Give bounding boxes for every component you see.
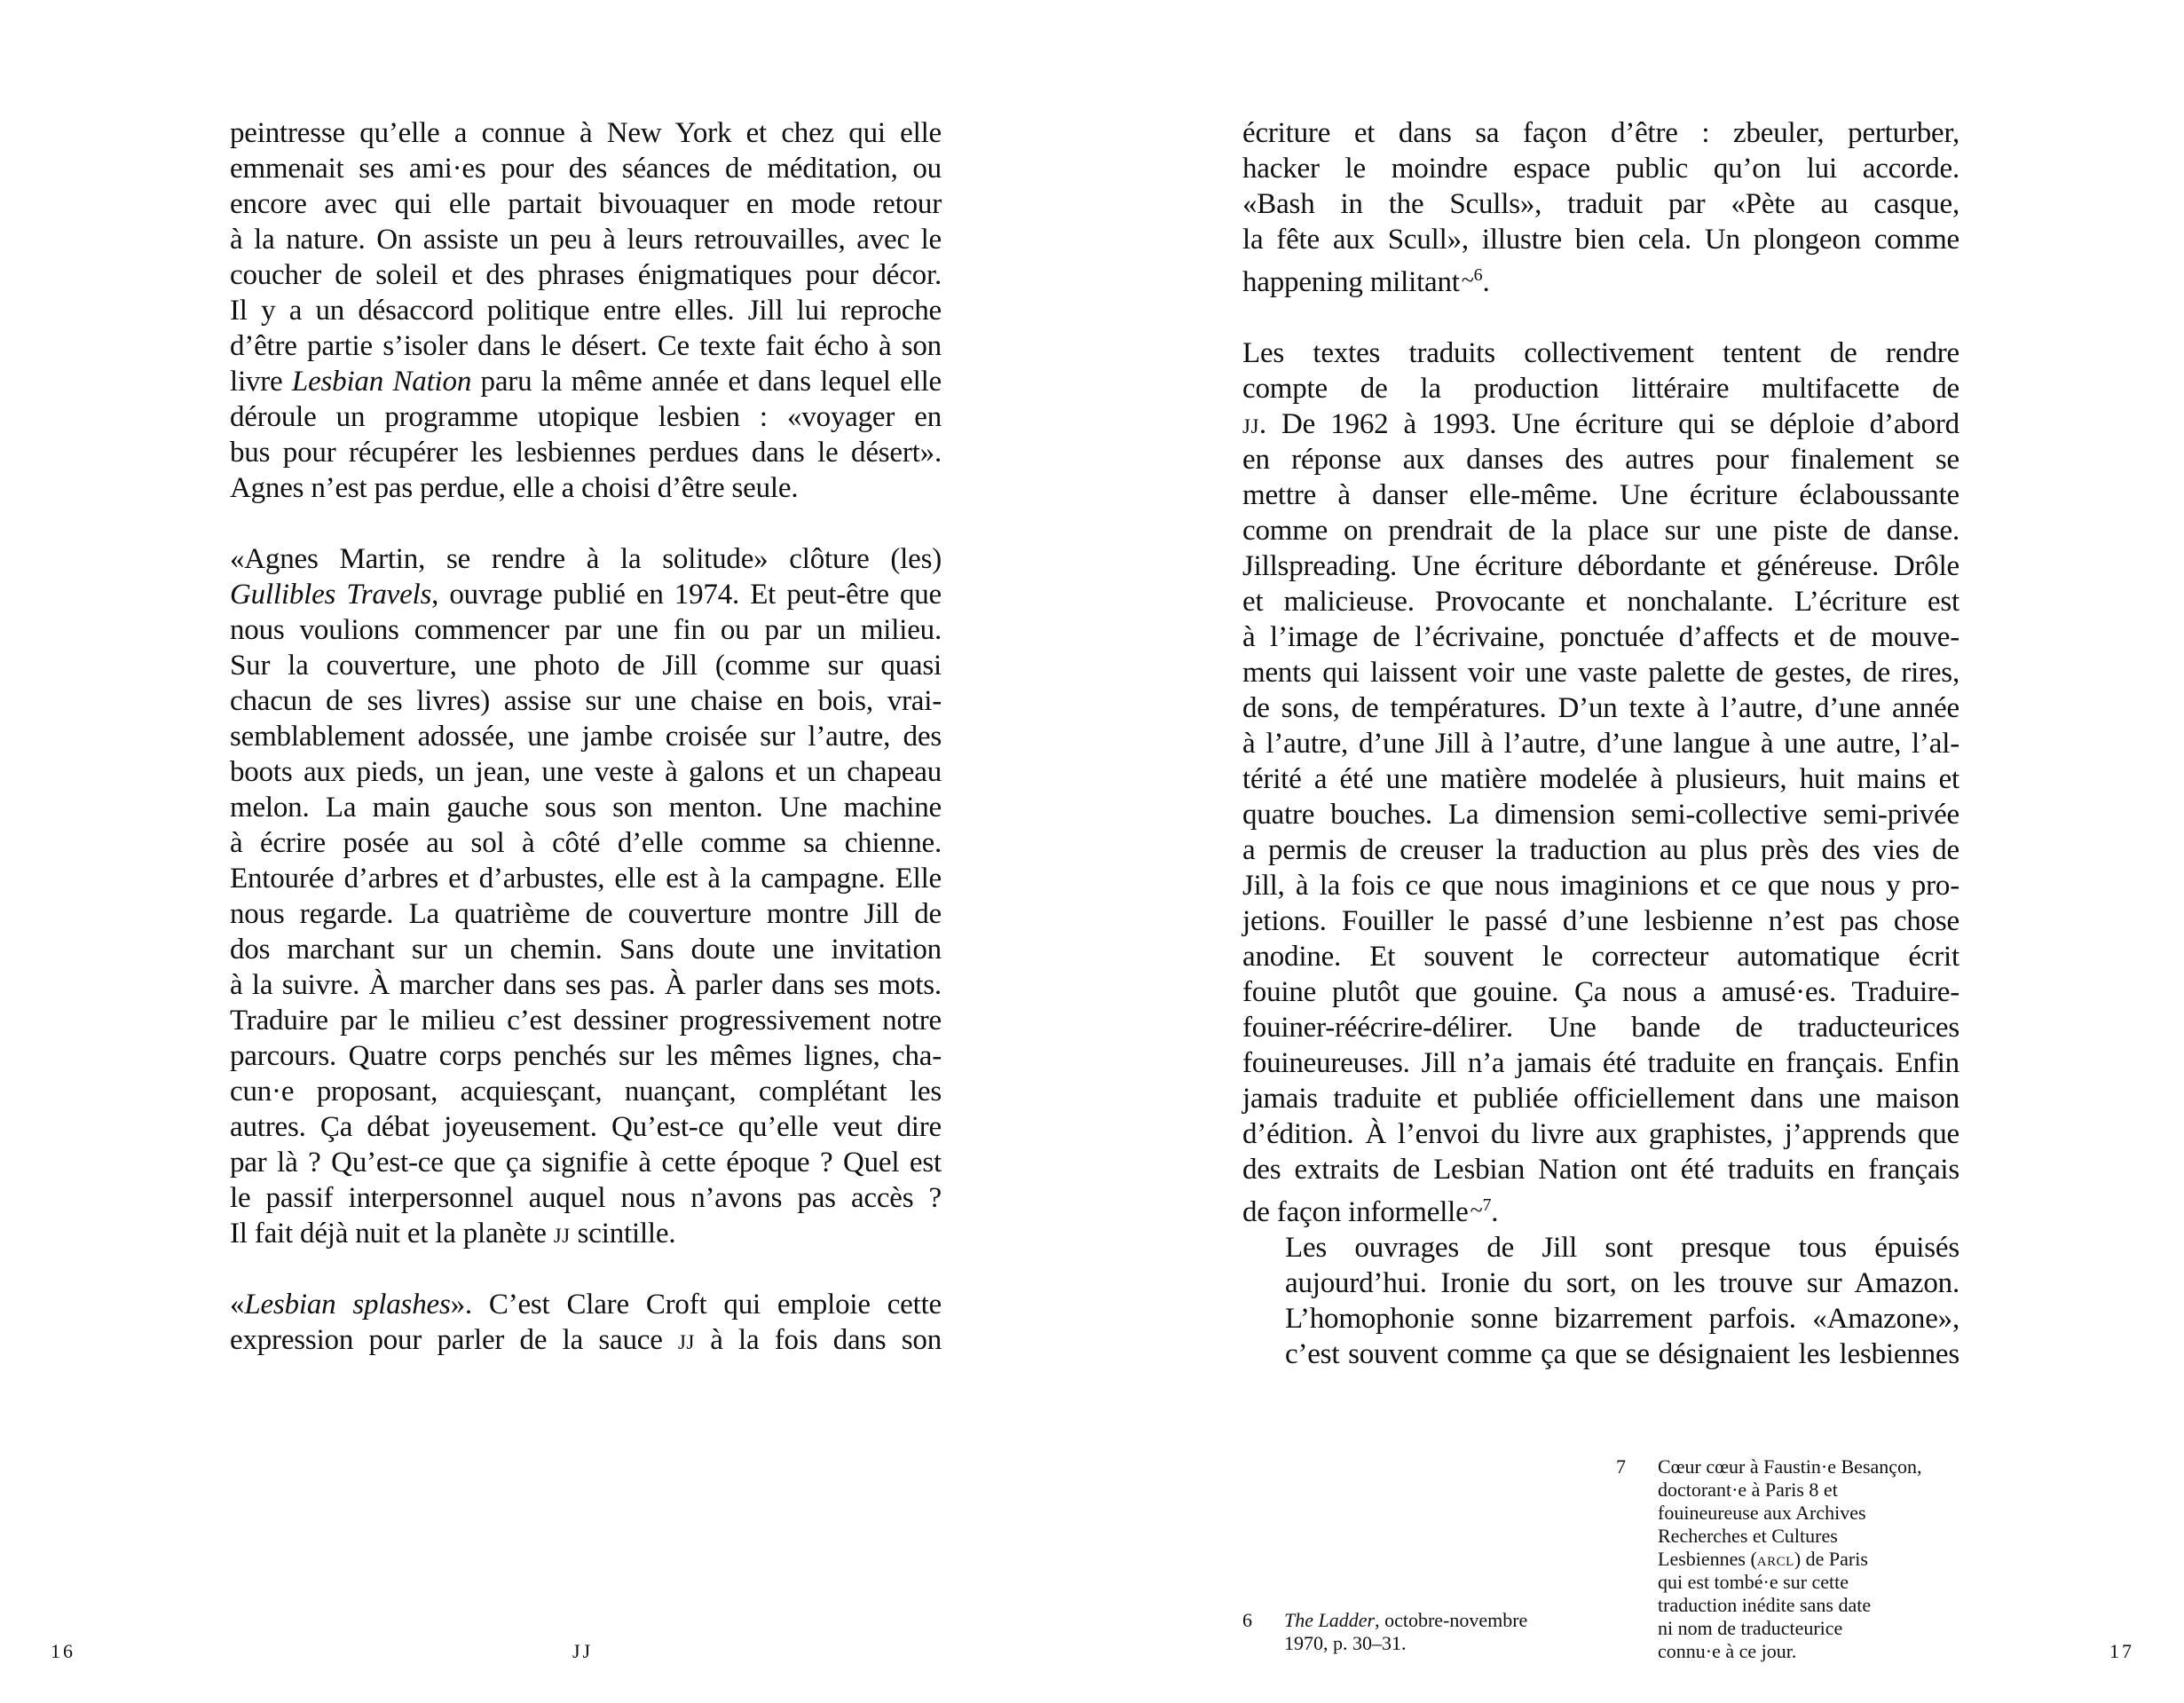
paragraph bbox=[1242, 115, 1959, 300]
text-line: peintresse qu’elle a connue à New York et chez qui elle bbox=[230, 117, 942, 149]
text-run: paru la même année et dans lequel elle bbox=[471, 366, 942, 398]
right-page bbox=[1092, 0, 2184, 1703]
text-line: aujourd’hui. Ironie du sort, on les trouve sur Amazon. bbox=[1285, 1267, 1959, 1299]
footnote-line bbox=[1284, 1609, 1527, 1632]
text-line bbox=[230, 577, 942, 612]
text-line bbox=[1242, 257, 1959, 300]
footnote-line: qui est tombé·e sur cette bbox=[1658, 1571, 1849, 1593]
text-line: nous regarde. La quatrième de couverture montre Jill de bbox=[230, 898, 942, 930]
text-line: écriture et dans sa façon d’être : zbeuler, perturber, bbox=[1242, 117, 1959, 149]
right-text-column bbox=[1242, 115, 1959, 1372]
paragraph bbox=[1242, 335, 1959, 1230]
text-line: la fête aux Scull», illustre bien cela. Un plongeon comme bbox=[1242, 224, 1959, 256]
small-caps-run: jj bbox=[677, 1324, 695, 1356]
text-line: en réponse aux danses des autres pour finalement se bbox=[1242, 444, 1959, 476]
text-line: coucher de soleil et des phrases énigmatiques pour décor. bbox=[230, 259, 942, 291]
text-line: quatre bouches. La dimension semi-collective semi-privée bbox=[1242, 799, 1959, 831]
text-run: . bbox=[1491, 1196, 1499, 1228]
text-line: déroule un programme utopique lesbien : «voyager en bbox=[230, 401, 942, 433]
text-line: «Agnes Martin, se rendre à la solitude» clôture (les) bbox=[230, 543, 942, 575]
footnote-line: fouineureuse aux Archives bbox=[1658, 1502, 1866, 1524]
text-run: . De 1962 à 1993. Une écriture qui se déploie d’abord bbox=[1258, 408, 1959, 440]
text-run: . bbox=[1482, 266, 1490, 298]
text-run: livre bbox=[230, 366, 292, 398]
text-run: ) de Paris bbox=[1794, 1548, 1868, 1570]
footnote-reference-7[interactable]: 7 bbox=[1482, 1195, 1492, 1215]
running-head: JJ bbox=[572, 1640, 594, 1662]
text-line bbox=[230, 1216, 942, 1251]
text-line: jetions. Fouiller le passé d’une lesbienne n’est pas chose bbox=[1242, 905, 1959, 937]
text-line: «Bash in the Sculls», traduit par «Pète au casque, bbox=[1242, 188, 1959, 220]
text-line: par là ? Qu’est-ce que ça signifie à cette époque ? Quel est bbox=[230, 1147, 942, 1179]
footnote-line: Cœur cœur à Faustin·e Besançon, bbox=[1658, 1455, 1922, 1478]
text-line: mettre à danser elle-même. Une écriture éclaboussante bbox=[1242, 479, 1959, 511]
text-line: comme on prendrait de la place sur une piste de danse. bbox=[1242, 515, 1959, 547]
page-number-right: 17 bbox=[2109, 1640, 2134, 1662]
footnote-line: traduction inédite sans date bbox=[1658, 1594, 1872, 1616]
text-line: nous voulions commencer par une fin ou par un milieu. bbox=[230, 614, 942, 646]
footnote-line: 1970, p. 30–31. bbox=[1284, 1632, 1407, 1654]
text-line: dos marchant sur un chemin. Sans doute une invitation bbox=[230, 934, 942, 966]
text-run: à la fois dans son bbox=[694, 1324, 942, 1356]
text-run: , ouvrage publié en 1974. Et peut-être que bbox=[431, 579, 942, 611]
page-number-left: 16 bbox=[51, 1640, 75, 1662]
text-line: cun·e proposant, acquiesçant, nuançant, complétant les bbox=[230, 1076, 942, 1108]
footnote-text bbox=[1284, 1609, 1527, 1655]
text-line: et malicieuse. Provocante et nonchalante. L’écriture est bbox=[1242, 586, 1959, 618]
footnote-marker-icon: ~ bbox=[1461, 267, 1474, 293]
text-line: Entourée d’arbres et d’arbustes, elle est à la campagne. Elle bbox=[230, 863, 942, 895]
quoted-expression: Lesbian splashes bbox=[244, 1289, 451, 1321]
text-run: Il fait déjà nuit et la planète bbox=[230, 1218, 554, 1250]
text-line: hacker le moindre espace public qu’on lui accorde. bbox=[1242, 153, 1959, 185]
text-line: Les ouvrages de Jill sont presque tous épuisés bbox=[1285, 1232, 1959, 1264]
footnote-reference-6[interactable]: 6 bbox=[1473, 265, 1483, 285]
footnote-marker-icon: ~ bbox=[1470, 1197, 1483, 1223]
text-line: d’être partie s’isoler dans le désert. Ce texte fait écho à son bbox=[230, 330, 942, 362]
footnote-line bbox=[1658, 1548, 1922, 1571]
text-line: de sons, de températures. D’un texte à l’autre, d’une année bbox=[1242, 692, 1959, 724]
text-line bbox=[230, 1322, 942, 1358]
text-line: emmenait ses ami·es pour des séances de méditation, ou bbox=[230, 153, 942, 185]
footnote-line: doctorant·e à Paris 8 et bbox=[1658, 1478, 1838, 1501]
footnote-line: Recherches et Cultures bbox=[1658, 1525, 1838, 1547]
text-run: scintille. bbox=[570, 1218, 676, 1250]
text-line: des extraits de Lesbian Nation ont été traduits en français bbox=[1242, 1154, 1959, 1186]
text-line: Jill, à la fois ce que nous imaginions et ce que nous y pro- bbox=[1242, 870, 1959, 902]
text-line: compte de la production littéraire multifacette de bbox=[1242, 373, 1959, 405]
text-line: jamais traduite et publiée officiellement dans une maison bbox=[1242, 1083, 1959, 1115]
text-line: anodine. Et souvent le correcteur automatique écrit bbox=[1242, 941, 1959, 973]
paragraph bbox=[230, 115, 942, 506]
text-line: Agnes n’est pas perdue, elle a choisi d’être seule. bbox=[230, 472, 799, 504]
text-line: fouine plutôt que gouine. Ça nous a amusé·es. Traduire- bbox=[1242, 976, 1959, 1008]
paragraph bbox=[230, 1287, 942, 1358]
small-caps-run: arcl bbox=[1756, 1548, 1794, 1570]
small-caps-run: jj bbox=[1242, 408, 1259, 440]
text-line: le passif interpersonnel auquel nous n’avons pas accès ? bbox=[230, 1182, 942, 1214]
text-run: , octobre-novembre bbox=[1375, 1609, 1528, 1631]
text-line: Les textes traduits collectivement tentent de rendre bbox=[1242, 337, 1959, 369]
text-line: parcours. Quatre corps penchés sur les mêmes lignes, cha- bbox=[230, 1040, 942, 1072]
text-line: semblablement adossée, une jambe croisée sur l’autre, des bbox=[230, 721, 942, 753]
footnote-number: 7 bbox=[1616, 1455, 1626, 1478]
text-line: Sur la couverture, une photo de Jill (comme sur quasi bbox=[230, 650, 942, 682]
text-line: à la suivre. À marcher dans ses pas. À parler dans ses mots. bbox=[230, 969, 942, 1001]
text-line bbox=[230, 364, 942, 399]
text-run: expression pour parler de la sauce bbox=[230, 1324, 678, 1356]
text-line bbox=[230, 1287, 942, 1322]
footnote-text bbox=[1658, 1455, 1922, 1663]
paragraph bbox=[1242, 1230, 1959, 1372]
text-line: autres. Ça débat joyeusement. Qu’est-ce qu’elle veut dire bbox=[230, 1111, 942, 1143]
text-line: bus pour récupérer les lesbiennes perdues dans le désert». bbox=[230, 437, 942, 469]
text-run: « bbox=[230, 1289, 245, 1321]
text-line: melon. La main gauche sous son menton. Une machine bbox=[230, 792, 942, 824]
text-line: ments qui laissent voir une vaste palette de gestes, de rires, bbox=[1242, 657, 1959, 689]
book-title: Lesbian Nation bbox=[291, 366, 472, 398]
text-run: ». C’est Clare Croft qui emploie cette bbox=[450, 1289, 942, 1321]
footnote-number: 6 bbox=[1242, 1609, 1252, 1631]
text-line: à l’autre, d’une Jill à l’autre, d’une langue à une autre, l’al- bbox=[1242, 728, 1959, 760]
text-line: d’édition. À l’envoi du livre aux graphistes, j’apprends que bbox=[1242, 1118, 1959, 1150]
paragraph bbox=[230, 541, 942, 1251]
text-run: Lesbiennes ( bbox=[1658, 1548, 1757, 1570]
text-line: Il y a un désaccord politique entre elles. Jill lui reproche bbox=[230, 295, 942, 327]
text-run: happening militant bbox=[1242, 266, 1460, 298]
text-line: c’est souvent comme ça que se désignaient les lesbiennes bbox=[1285, 1338, 1959, 1370]
text-line: térité a été une matière modelée à plusieurs, huit mains et bbox=[1242, 763, 1959, 795]
text-line: à la nature. On assiste un peu à leurs retrouvailles, avec le bbox=[230, 224, 942, 256]
text-line: boots aux pieds, un jean, une veste à galons et un chapeau bbox=[230, 756, 942, 788]
left-text-column bbox=[230, 115, 942, 1358]
text-line: à écrire posée au sol à côté d’elle comme sa chienne. bbox=[230, 827, 942, 859]
book-title: Gullibles Travels bbox=[230, 579, 432, 611]
text-line: fouineureuses. Jill n’a jamais été traduite en français. Enfin bbox=[1242, 1047, 1959, 1079]
footnote-line: connu·e à ce jour. bbox=[1658, 1640, 1797, 1662]
text-line: encore avec qui elle partait bivouaquer en mode retour bbox=[230, 188, 942, 220]
text-line: chacun de ses livres) assise sur une chaise en bois, vrai- bbox=[230, 685, 942, 717]
periodical-title: The Ladder bbox=[1284, 1609, 1376, 1631]
text-line: Traduire par le milieu c’est dessiner progressivement notre bbox=[230, 1005, 942, 1037]
text-line: Jillspreading. Une écriture débordante et généreuse. Drôle bbox=[1242, 550, 1959, 582]
footnote-line: ni nom de traducteurice bbox=[1658, 1617, 1843, 1639]
text-line: fouiner-réécrire-délirer. Une bande de traducteurices bbox=[1242, 1012, 1959, 1044]
text-line: L’homophonie sonne bizarrement parfois. «Amazone», bbox=[1285, 1303, 1959, 1335]
text-line: à l’image de l’écrivaine, ponctuée d’affects et de mouve- bbox=[1242, 621, 1959, 653]
text-line: a permis de creuser la traduction au plus près des vies de bbox=[1242, 834, 1959, 866]
text-line bbox=[1242, 1187, 1959, 1230]
text-line bbox=[1242, 406, 1959, 442]
small-caps-run: jj bbox=[553, 1218, 571, 1250]
text-run: de façon informelle bbox=[1242, 1196, 1469, 1228]
